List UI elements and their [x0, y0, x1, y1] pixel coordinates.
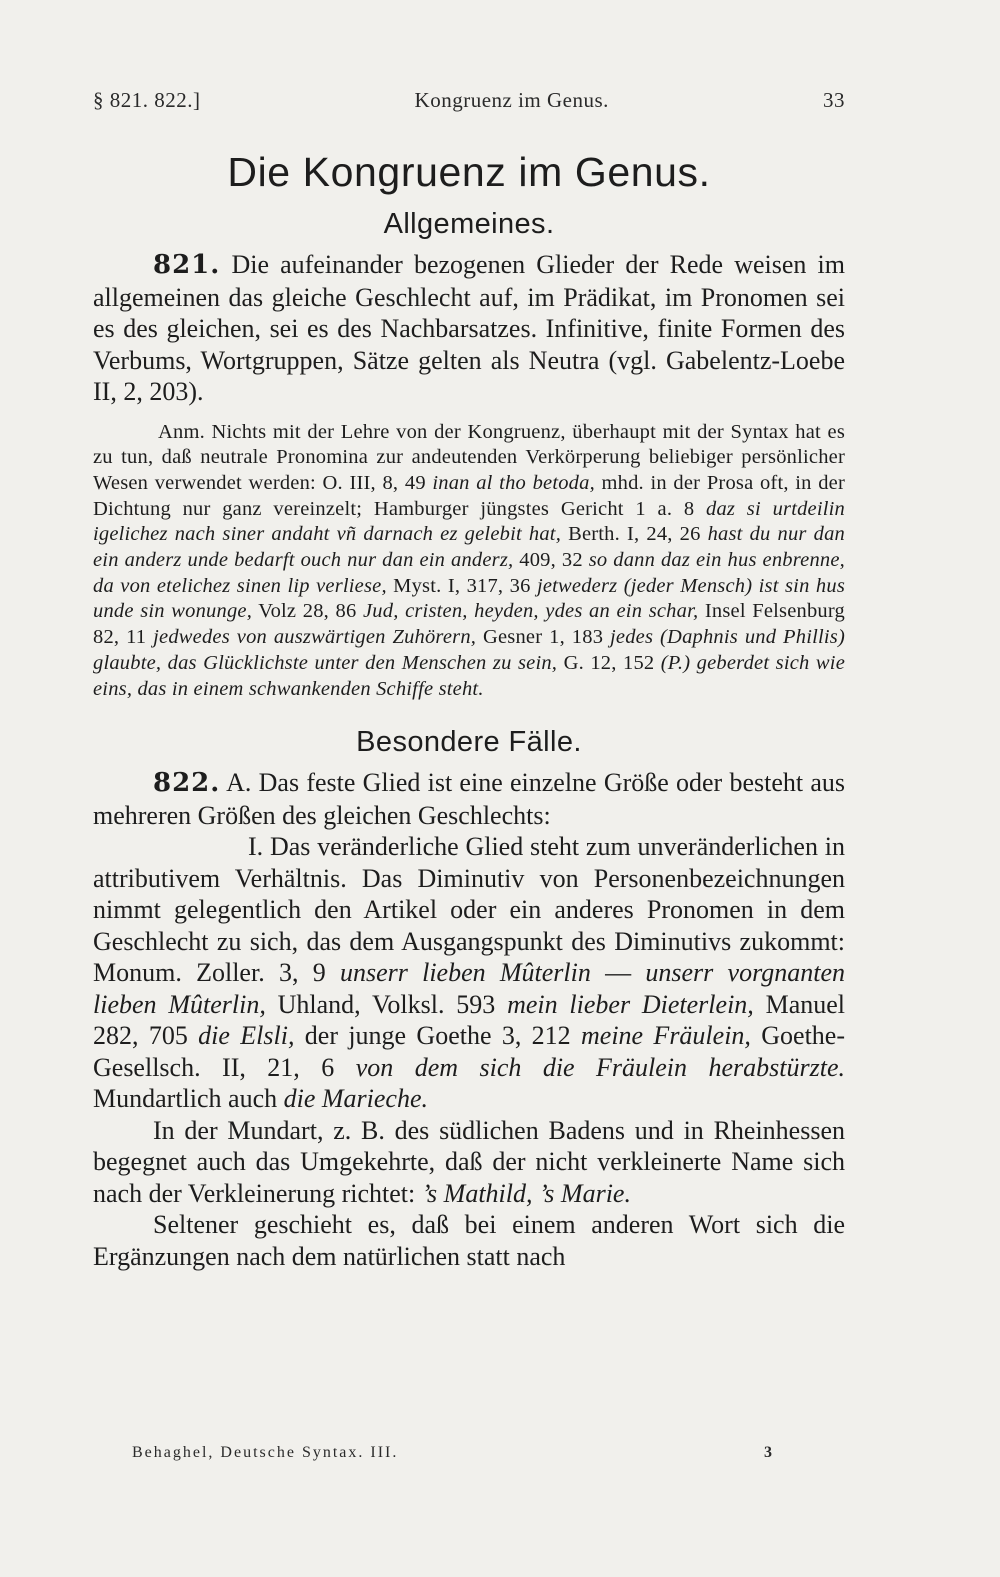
footer-sheet-number: 3	[764, 1444, 772, 1461]
running-head-section: § 821. 822.]	[93, 88, 201, 112]
note-text: Insel Felsenburg 82, 11	[93, 600, 845, 649]
note-text: mhd. in der Prosa oft, in der Dichtung nur ganz vereinzelt; Hamburger jüngstes Gericht 1 a. 8	[93, 471, 846, 520]
note-quote: jedes (Daphnis und Phillis) glaubte, das Glücklichste unter den Menschen zu sein,	[93, 626, 846, 674]
paragraph-text: Goethe-Gesellsch. II, 21, 6	[93, 1021, 845, 1082]
section-title-allgemeines: Allgemeines.	[383, 208, 555, 240]
running-head	[93, 88, 845, 113]
note-quote: Jud, cristen, heyden, ydes an ein schar,	[363, 600, 699, 623]
note-quote: inan al tho betoda,	[432, 471, 595, 494]
quote: ’s Mathild, ’s Marie.	[421, 1178, 631, 1208]
paragraph-text: Uhland, Volksl. 593	[265, 989, 508, 1019]
quote: unserr vorgnanten lieben Mûterlin,	[93, 958, 845, 1019]
note-quote: so dann daz ein hus enbrenne, da von etelichez sinen lip verliese,	[93, 549, 845, 597]
paragraph-821	[93, 249, 845, 408]
page-number: 33	[822, 88, 845, 112]
quote: mein lieber Dieterlein,	[507, 989, 754, 1019]
footer-signature: Behaghel, Deutsche Syntax. III.	[132, 1444, 399, 1461]
note-text: Gesner 1, 183	[476, 626, 611, 649]
page	[93, 88, 845, 1272]
paragraph-text: —	[590, 958, 646, 988]
paragraph-text: Mundartlich auch	[93, 1084, 284, 1114]
quote: unserr lieben Mûterlin	[339, 958, 591, 988]
page-footer	[132, 1444, 772, 1462]
note-quote: jetwederz (jeder Mensch) ist sin hus unde sin wonunge,	[93, 574, 845, 623]
paragraph-822	[93, 767, 845, 831]
paragraph-text: A. Das feste Glied ist eine einzelne Größe oder besteht aus mehreren Größen des gleichen Geschlechts:	[93, 768, 845, 830]
paragraph-text: I. Das veränderliche Glied steht zum unveränderlichen in attributivem Verhältnis. Das Diminutiv von Personenbezeichnungen nimmt gelegentlich den Artikel oder ein anderes Pronomen in dem Geschlecht zu sich, das dem Ausgangspunkt des Diminutivs zukommt: Monum. Zoller. 3, 9	[93, 832, 845, 988]
note-text: Berth. I, 24, 26	[561, 523, 708, 546]
running-head-title: Kongruenz im Genus.	[414, 88, 609, 112]
note-text: Anm. Nichts mit der Lehre von der Kongruenz, überhaupt mit der Syntax hat es zu tun, daß neutrale Pronomina zur andeutenden Verkörperung beliebiger persönlicher Wesen verwendet werden: O. III, 8, 49	[93, 420, 845, 494]
note-text: Myst. I, 317, 36	[386, 574, 537, 597]
paragraph-number: 822.	[153, 768, 221, 799]
paragraph-text: Die aufeinander bezogenen Glieder der Rede weisen im allgemeinen das gleiche Geschlecht auf, im Prädikat, im Pronomen sei es des gleichen, sei es des Nachbarsatzes. Infinitive, finite Formen des Verbums, Wortgruppen, Sätze gelten als Neutra (vgl. Gabelentz-Loebe II, 2, 203).	[93, 250, 845, 406]
paragraph-text: Manuel 282, 705	[93, 989, 846, 1051]
annotation	[93, 420, 845, 703]
paragraph-number: 821.	[153, 250, 221, 280]
paragraph-822-I	[93, 831, 845, 1115]
quote: die Elsli,	[198, 1021, 295, 1051]
note-text: 409, 32	[513, 549, 589, 572]
quote: von dem sich die Fräulein herabstürzte.	[355, 1052, 845, 1082]
note-quote: daz si urtdeilin igelichez nach siner andaht vñ darnach ez gelebit hat,	[93, 497, 845, 546]
note-text: G. 12, 152	[557, 651, 661, 674]
quote: meine Fräulein,	[581, 1021, 751, 1051]
note-text: Volz 28, 86	[252, 600, 363, 623]
paragraph-text: In der Mundart, z. B. des südlichen Badens und in Rheinhessen begegnet auch das Umgekehrte, daß der nicht verkleinerte Name sich nach der Verkleinerung richtet:	[93, 1115, 845, 1208]
paragraph-mundart	[93, 1115, 845, 1210]
paragraph-seltener: Seltener geschieht es, daß bei einem anderen Wort sich die Ergänzungen nach dem natürlichen statt nach	[93, 1210, 845, 1271]
paragraph-text: der junge Goethe 3, 212	[294, 1021, 582, 1051]
section-title-besondere-faelle: Besondere Fälle.	[356, 726, 582, 759]
note-quote: hast du nur dan ein anderz unde bedarft ouch nur dan ein anderz,	[93, 523, 845, 572]
note-quote: (P.) geberdet sich wie eins, das in einem schwankenden Schiffe steht.	[93, 651, 845, 700]
chapter-title: Die Kongruenz im Genus.	[227, 149, 711, 195]
quote: die Marieche.	[283, 1084, 428, 1114]
note-quote: jedwedes von auszwärtigen Zuhörern,	[153, 626, 477, 649]
